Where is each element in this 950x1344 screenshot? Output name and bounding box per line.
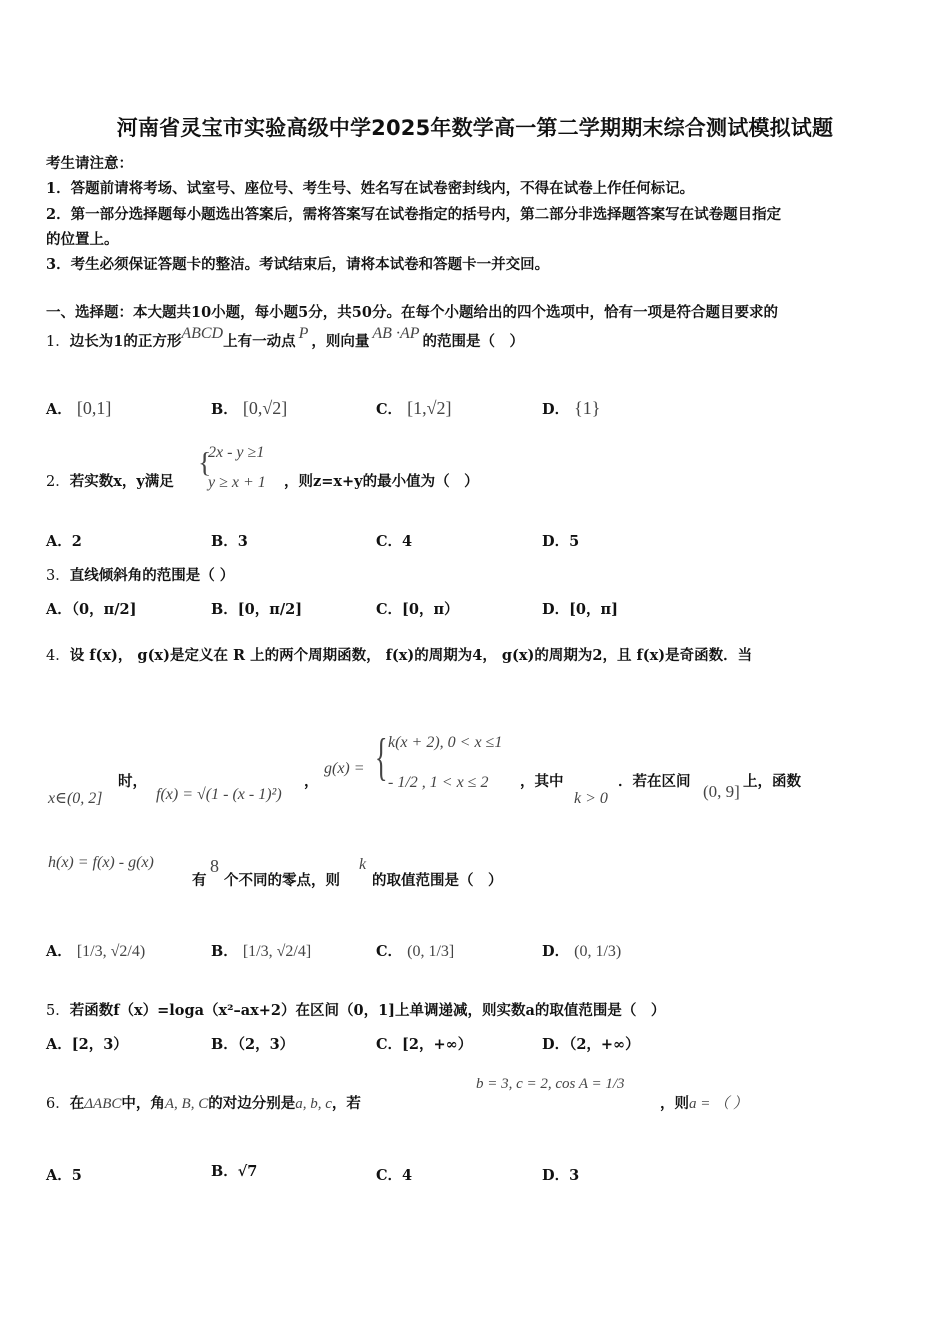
- q6-given: b = 3, c = 2, cos A = 1/3: [476, 1076, 625, 1092]
- q4-when: 时，: [118, 773, 147, 790]
- q1-option-d[interactable]: D． {1}: [542, 398, 601, 418]
- q6-option-b[interactable]: B．√7: [211, 1163, 258, 1180]
- q3-option-a[interactable]: A．（0，π/2]: [46, 601, 137, 618]
- q2-option-c[interactable]: C．4: [376, 533, 413, 550]
- q1-option-b[interactable]: B． [0,√2]: [211, 398, 288, 418]
- q6-ask: ，则a = （ ）: [660, 1095, 748, 1112]
- q1-option-c[interactable]: C． [1,√2]: [376, 398, 452, 418]
- q4-g-case-2: - 1/2 , 1 < x ≤ 2: [388, 774, 489, 791]
- q4-interval: (0, 9]: [703, 782, 740, 801]
- q3-option-b[interactable]: B．[0，π/2]: [211, 601, 303, 618]
- q4-where: ，其中: [520, 773, 564, 790]
- q4-g-definition: g(x) =: [324, 760, 365, 777]
- q2-option-a[interactable]: A．2: [46, 533, 82, 550]
- q4-f-definition: f(x) = √(1 - (x - 1)²): [156, 786, 282, 803]
- q5-option-c[interactable]: C．[2，+∞）: [376, 1036, 473, 1053]
- q6-option-c[interactable]: C．4: [376, 1167, 413, 1184]
- notice-heading: 考生请注意：: [46, 155, 133, 172]
- q4-g-case-1: k(x + 2), 0 < x ≤1: [388, 734, 503, 751]
- q2-text: ，则z=x+y的最小值为（ ）: [284, 473, 479, 490]
- notice-item-1: 1．答题前请将考场、试室号、座位号、考生号、姓名写在试卷密封线内，不得在试卷上作任何标记。: [46, 180, 695, 197]
- q5-option-b[interactable]: B．（2，3）: [211, 1036, 295, 1053]
- q4-option-d[interactable]: D． (0, 1/3): [542, 943, 622, 960]
- q4-k-condition: k > 0: [574, 790, 608, 807]
- q5-option-a[interactable]: A．[2，3）: [46, 1036, 128, 1053]
- q5-option-d[interactable]: D．（2，+∞）: [542, 1036, 640, 1053]
- q2-option-b[interactable]: B．3: [211, 533, 248, 550]
- q4-h-definition: h(x) = f(x) - g(x): [48, 854, 154, 871]
- section-heading: 一、选择题：本大题共10小题，每小题5分，共50分。在每个小题给出的四个选项中，恰有一项是符合题目要求的: [46, 304, 778, 321]
- q6-option-d[interactable]: D．3: [542, 1167, 580, 1184]
- q6-option-a[interactable]: A．5: [46, 1167, 82, 1184]
- q4-option-c[interactable]: C． (0, 1/3]: [376, 943, 455, 960]
- question-1: 1．边长为1的正方形ABCD上有一动点 P ，则向量 AB ·AP 的范围是（ ）: [46, 325, 524, 350]
- q3-option-c[interactable]: C．[0，π）: [376, 601, 459, 618]
- page-title: 河南省灵宝市实验高级中学2025年数学高一第二学期期末综合测试模拟试题: [116, 116, 834, 140]
- q1-option-a[interactable]: A． [0,1]: [46, 398, 112, 418]
- question-3: 3．直线倾斜角的范围是（ ）: [46, 567, 235, 584]
- q4-condition: x∈(0, 2]: [48, 790, 103, 807]
- notice-item-3: 3．考生必须保证答题卡的整洁。考试结束后，请将本试卷和答题卡一并交回。: [46, 256, 550, 273]
- question-2: 2．若实数x，y满足: [46, 473, 174, 490]
- question-number: 1．: [46, 334, 70, 350]
- question-6: 6．在ΔABC中，角A, B, C的对边分别是a, b, c，若: [46, 1095, 361, 1112]
- question-5: 5．若函数f（x）=loga（x²–ax+2）在区间（0，1]上单调递减，则实数a的取值范围是（ ）: [46, 1002, 666, 1019]
- question-4: 4．设 f(x)， g(x)是定义在 R 上的两个周期函数， f(x)的周期为4， g(x)的周期为2，且 f(x)是奇函数．当: [46, 647, 753, 664]
- q4-option-b[interactable]: B． [1/3, √2/4]: [211, 943, 312, 960]
- q3-option-d[interactable]: D．[0，π]: [542, 601, 618, 618]
- notice-item-2: 2．第一部分选择题每小题选出答案后，需将答案写在试卷指定的括号内，第二部分非选择题答案写在试卷题目指定: [46, 206, 782, 223]
- q4-option-a[interactable]: A． [1/3, √2/4): [46, 943, 146, 960]
- notice-item-2-cont: 的位置上。: [46, 231, 119, 248]
- q2-option-d[interactable]: D．5: [542, 533, 580, 550]
